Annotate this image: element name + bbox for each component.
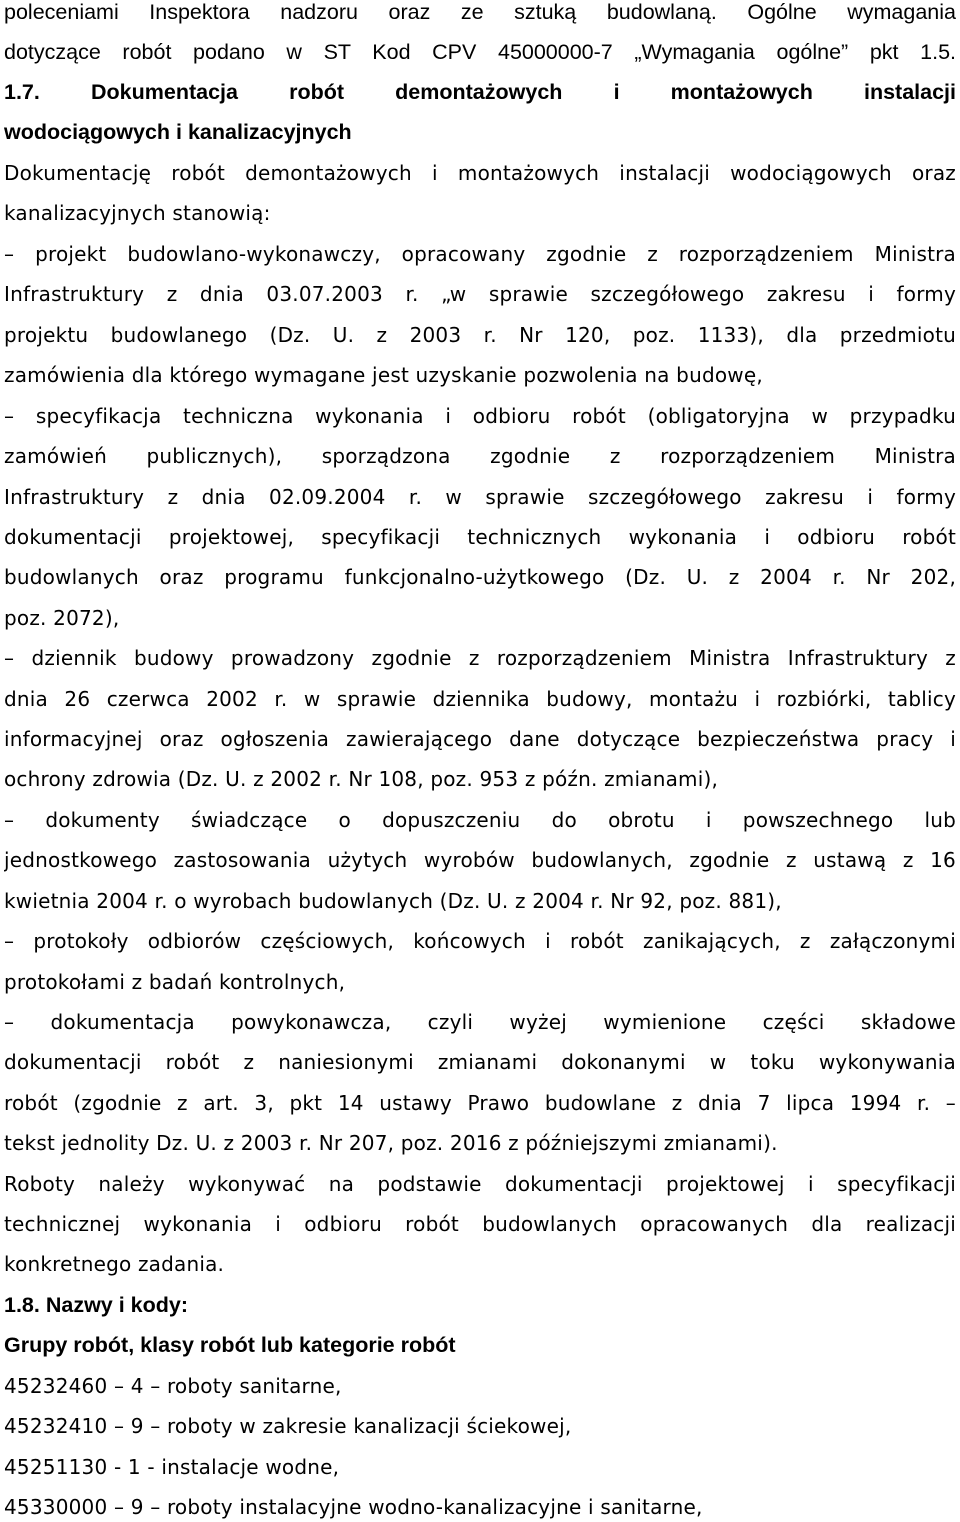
section-heading: 1.8. Nazwy i kody: (4, 1293, 189, 1317)
text-line: Infrastruktury z dnia 03.07.2003 r. „w sprawie szczegółowego zakresu i formy (4, 282, 956, 306)
list-item: – dokumenty świadczące o dopuszczeniu do obrotu i powszechnego lub (4, 808, 956, 832)
text-line: dotyczące robót podano w ST Kod CPV 45000000-7 „Wymagania ogólne” pkt 1.5. (4, 40, 956, 64)
text-line: informacyjnej oraz ogłoszenia zawierającego dane dotyczące bezpieczeństwa pracy i (4, 727, 956, 751)
text-line: projektu budowlanego (Dz. U. z 2003 r. Nr 120, poz. 1133), dla przedmiotu (4, 323, 956, 347)
section-heading: 1.7. Dokumentacja robót demontażowych i montażowych instalacji (4, 80, 956, 104)
text-line: Roboty należy wykonywać na podstawie dokumentacji projektowej i specyfikacji (4, 1172, 956, 1196)
code-list-item: 45232410 – 9 – roboty w zakresie kanalizacji ściekowej, (4, 1414, 572, 1438)
text-line: tekst jednolity Dz. U. z 2003 r. Nr 207, poz. 2016 z późniejszymi zmianami). (4, 1131, 778, 1155)
list-item: – protokoły odbiorów częściowych, końcowych i robót zanikających, z załączonymi (4, 929, 956, 953)
text-line: dokumentacji projektowej, specyfikacji technicznych wykonania i odbioru robót (4, 525, 956, 549)
text-line: kwietnia 2004 r. o wyrobach budowlanych (Dz. U. z 2004 r. Nr 92, poz. 881), (4, 889, 782, 913)
text-line: ochrony zdrowia (Dz. U. z 2002 r. Nr 108, poz. 953 z późn. zmianami), (4, 767, 719, 791)
text-line: protokołami z badań kontrolnych, (4, 970, 346, 994)
list-item: – dziennik budowy prowadzony zgodnie z rozporządzeniem Ministra Infrastruktury z (4, 646, 956, 670)
text-line: Dokumentację robót demontażowych i montażowych instalacji wodociągowych oraz (4, 161, 956, 185)
text-line: kanalizacyjnych stanowią: (4, 201, 271, 225)
subsection-heading: Grupy robót, klasy robót lub kategorie robót (4, 1333, 456, 1357)
text-line: robót (zgodnie z art. 3, pkt 14 ustawy Prawo budowlane z dnia 7 lipca 1994 r. – (4, 1091, 956, 1115)
list-item: – dokumentacja powykonawcza, czyli wyżej wymienione części składowe (4, 1010, 956, 1034)
text-line: dnia 26 czerwca 2002 r. w sprawie dziennika budowy, montażu i rozbiórki, tablicy (4, 687, 956, 711)
text-line: poleceniami Inspektora nadzoru oraz ze sztuką budowlaną. Ogólne wymagania (4, 0, 956, 24)
text-line: technicznej wykonania i odbioru robót budowlanych opracowanych dla realizacji (4, 1212, 956, 1236)
text-line: zamówienia dla którego wymagane jest uzyskanie pozwolenia na budowę, (4, 363, 763, 387)
section-heading: wodociągowych i kanalizacyjnych (4, 120, 352, 144)
code-list-item: 45251130 - 1 - instalacje wodne, (4, 1455, 340, 1479)
text-line: poz. 2072), (4, 606, 120, 630)
code-list-item: 45232460 – 4 – roboty sanitarne, (4, 1374, 342, 1398)
text-line: dokumentacji robót z naniesionymi zmianami dokonanymi w toku wykonywania (4, 1050, 956, 1074)
list-item: – specyfikacja techniczna wykonania i odbioru robót (obligatoryjna w przypadku (4, 404, 956, 428)
text-line: budowlanych oraz programu funkcjonalno-użytkowego (Dz. U. z 2004 r. Nr 202, (4, 565, 956, 589)
text-line: Infrastruktury z dnia 02.09.2004 r. w sprawie szczegółowego zakresu i formy (4, 485, 956, 509)
text-line: zamówień publicznych), sporządzona zgodnie z rozporządzeniem Ministra (4, 444, 956, 468)
list-item: – projekt budowlano-wykonawczy, opracowany zgodnie z rozporządzeniem Ministra (4, 242, 956, 266)
text-line: jednostkowego zastosowania użytych wyrobów budowlanych, zgodnie z ustawą z 16 (4, 848, 956, 872)
code-list-item: 45330000 – 9 – roboty instalacyjne wodno-kanalizacyjne i sanitarne, (4, 1495, 703, 1519)
text-line: konkretnego zadania. (4, 1252, 225, 1276)
